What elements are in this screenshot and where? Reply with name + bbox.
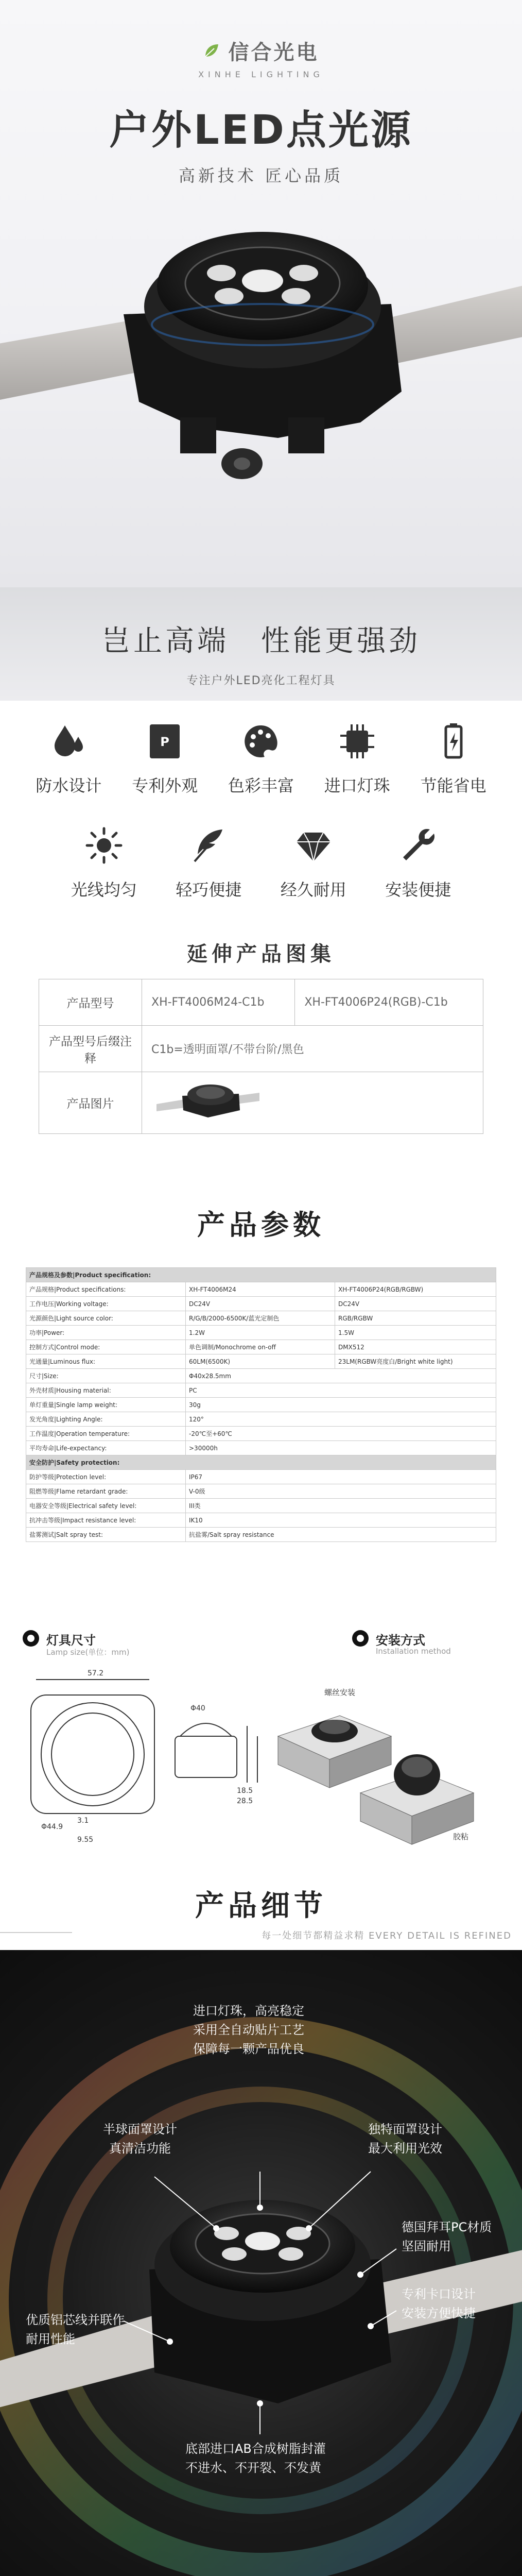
hero-product-image <box>0 196 522 587</box>
table-row: 功率|Power: 1.2W 1.5W <box>26 1326 496 1340</box>
table-row: 工作温度|Operation temperature: -20℃至+60℃ <box>26 1427 496 1441</box>
dim-phi44: Φ44.9 <box>41 1823 63 1831</box>
features-section <box>0 587 522 1162</box>
install-drawing <box>257 1659 499 1855</box>
sun-icon <box>84 825 124 866</box>
feature-grid <box>21 721 501 929</box>
table-row: 光源颜色|Light source color: R/G/B/2000-6500K/蓝光定制色 RGB/RGBW <box>26 1311 496 1326</box>
feature-energy: 节能省电 <box>410 721 497 796</box>
feature-easy-install: 安装便捷 <box>374 825 462 901</box>
details-section <box>0 1862 522 2576</box>
chip-icon <box>337 721 377 761</box>
wrench-icon <box>398 825 438 866</box>
table-row: 控制方式|Control mode: 单色调制/Monochrome on-off DMX512 <box>26 1340 496 1354</box>
callout-right2: 德国拜耳PC材质 坚固耐用 <box>402 2220 492 2254</box>
feature-patent: P 专利外观 <box>121 721 208 796</box>
leaf-icon <box>203 42 220 60</box>
lamp-size-title: 灯具尺寸 <box>46 1633 96 1648</box>
glue-label: 胶粘 <box>453 1832 469 1841</box>
gallery-title: 延伸产品图集 <box>187 942 335 966</box>
callout-top: 进口灯珠，高亮稳定 采用全自动贴片工艺 保障每一颗产品优良 <box>193 2004 304 2057</box>
patent-icon <box>145 721 185 761</box>
divider <box>0 1932 72 1933</box>
dim-18: 18.5 <box>237 1787 253 1795</box>
feature-durable: 经久耐用 <box>270 825 357 901</box>
table-row: 产品图片 <box>39 1072 483 1134</box>
feature-uniform-light: 光线均匀 <box>60 825 148 901</box>
table-row: 防护等级|Protection level: IP67 <box>26 1470 496 1484</box>
callout-left1: 半球面罩设计 真清洁功能 <box>103 2122 177 2156</box>
params-section <box>0 1162 522 1862</box>
feature-colors: 色彩丰富 <box>217 721 305 796</box>
dimensions-panel <box>21 1628 501 1860</box>
size-drawing <box>21 1659 268 1855</box>
feature-banner <box>0 587 522 701</box>
dim-3: 3.1 <box>77 1817 89 1825</box>
svg-text:P: P <box>160 735 169 749</box>
details-subtitle: 每一处细节都精益求精 EVERY DETAIL IS REFINED <box>262 1930 512 1941</box>
screw-label: 螺丝安装 <box>324 1688 356 1697</box>
table-row: 产品型号 XH-FT4006M24-C1b XH-FT4006P24(RGB)-C1b <box>39 979 483 1026</box>
palette-icon <box>241 721 281 761</box>
table-row: 工作电压|Working voltage: DC24V DC24V <box>26 1297 496 1311</box>
gem-icon <box>293 825 334 866</box>
hero-title: 户外LED点光源 <box>109 107 413 154</box>
table-row: 盐雾测试|Salt spray test: 抗盐雾/Salt spray resistance <box>26 1528 496 1542</box>
brand-logo <box>0 36 522 79</box>
install-sub: Installation method <box>376 1647 451 1656</box>
product-thumbnail <box>151 1078 265 1125</box>
table-row: 发光角度|Lighting Angle: 120° <box>26 1412 496 1427</box>
table-row: 平均寿命|Life-expectancy: >30000h <box>26 1441 496 1455</box>
table-row: 产品规格及参数|Product specification: <box>26 1268 496 1282</box>
table-row: 单灯重量|Single lamp weight: 30g <box>26 1398 496 1412</box>
hero-section <box>0 0 522 587</box>
table-row: 安全防护|Safety protection: <box>26 1455 496 1470</box>
feature-waterproof: 防水设计 <box>25 721 112 796</box>
table-row: 光通量|Luminous flux: 60LM(6500K) 23LM(RGBW亮度白/Bright white light) <box>26 1354 496 1369</box>
feature-lightweight: 轻巧便捷 <box>165 825 252 901</box>
callout-bottom: 底部进口AB合成树脂封灌 不进水、不开裂、不发黄 <box>185 2442 326 2476</box>
brand-name: 信合光电 <box>228 41 319 64</box>
lamp-icon <box>21 1628 41 1649</box>
hero-subtitle: 高新技术 匠心品质 <box>178 166 344 185</box>
callout-left2: 优质铝芯线并联作 耐用性能 <box>26 2313 125 2347</box>
dim-phi40: Φ40 <box>190 1704 205 1713</box>
lamp-size-sub: Lamp size(单位：mm) <box>46 1648 130 1657</box>
details-title: 产品细节 <box>195 1889 327 1923</box>
feature-chip: 进口灯珠 <box>314 721 401 796</box>
callout-right3: 专利卡口设计 安装方便快捷 <box>402 2287 476 2321</box>
brand-en: XINHE LIGHTING <box>198 70 324 79</box>
table-row: 尺寸|Size: Φ40x28.5mm <box>26 1369 496 1383</box>
callout-right1: 独特面罩设计 最大利用光效 <box>368 2122 442 2156</box>
waterdrop-icon <box>48 721 89 761</box>
feature-subtitle: 专注户外LED亮化工程灯具 <box>186 674 336 687</box>
table-row: 外壳材质|Housing material: PC <box>26 1383 496 1398</box>
table-row: 阻燃等级|Flame retardant grade: V-0级 <box>26 1484 496 1499</box>
table-row: 产品规格|Product specifications: XH-FT4006M24 XH-FT4006P24(RGB/RGBW) <box>26 1282 496 1297</box>
battery-icon <box>433 721 474 761</box>
feather-icon <box>188 825 229 866</box>
details-dark-panel <box>0 1950 522 2576</box>
install-icon <box>350 1628 371 1649</box>
gallery-table <box>39 979 483 1134</box>
dim-28: 28.5 <box>237 1797 253 1805</box>
table-row: 产品型号后缀注释 C1b=透明面罩/不带台阶/黑色 <box>39 1026 483 1072</box>
dim-9: 9.55 <box>77 1836 94 1844</box>
dim-57: 57.2 <box>88 1669 104 1677</box>
table-row: 抗冲击等级|Impact resistance level: IK10 <box>26 1513 496 1528</box>
feature-title: 岂止高端 性能更强劲 <box>101 624 421 658</box>
params-title: 产品参数 <box>197 1209 325 1241</box>
table-row: 电器安全等级|Electrical safety level: III类 <box>26 1499 496 1513</box>
params-table <box>26 1267 496 1542</box>
install-title: 安装方式 <box>376 1633 425 1648</box>
